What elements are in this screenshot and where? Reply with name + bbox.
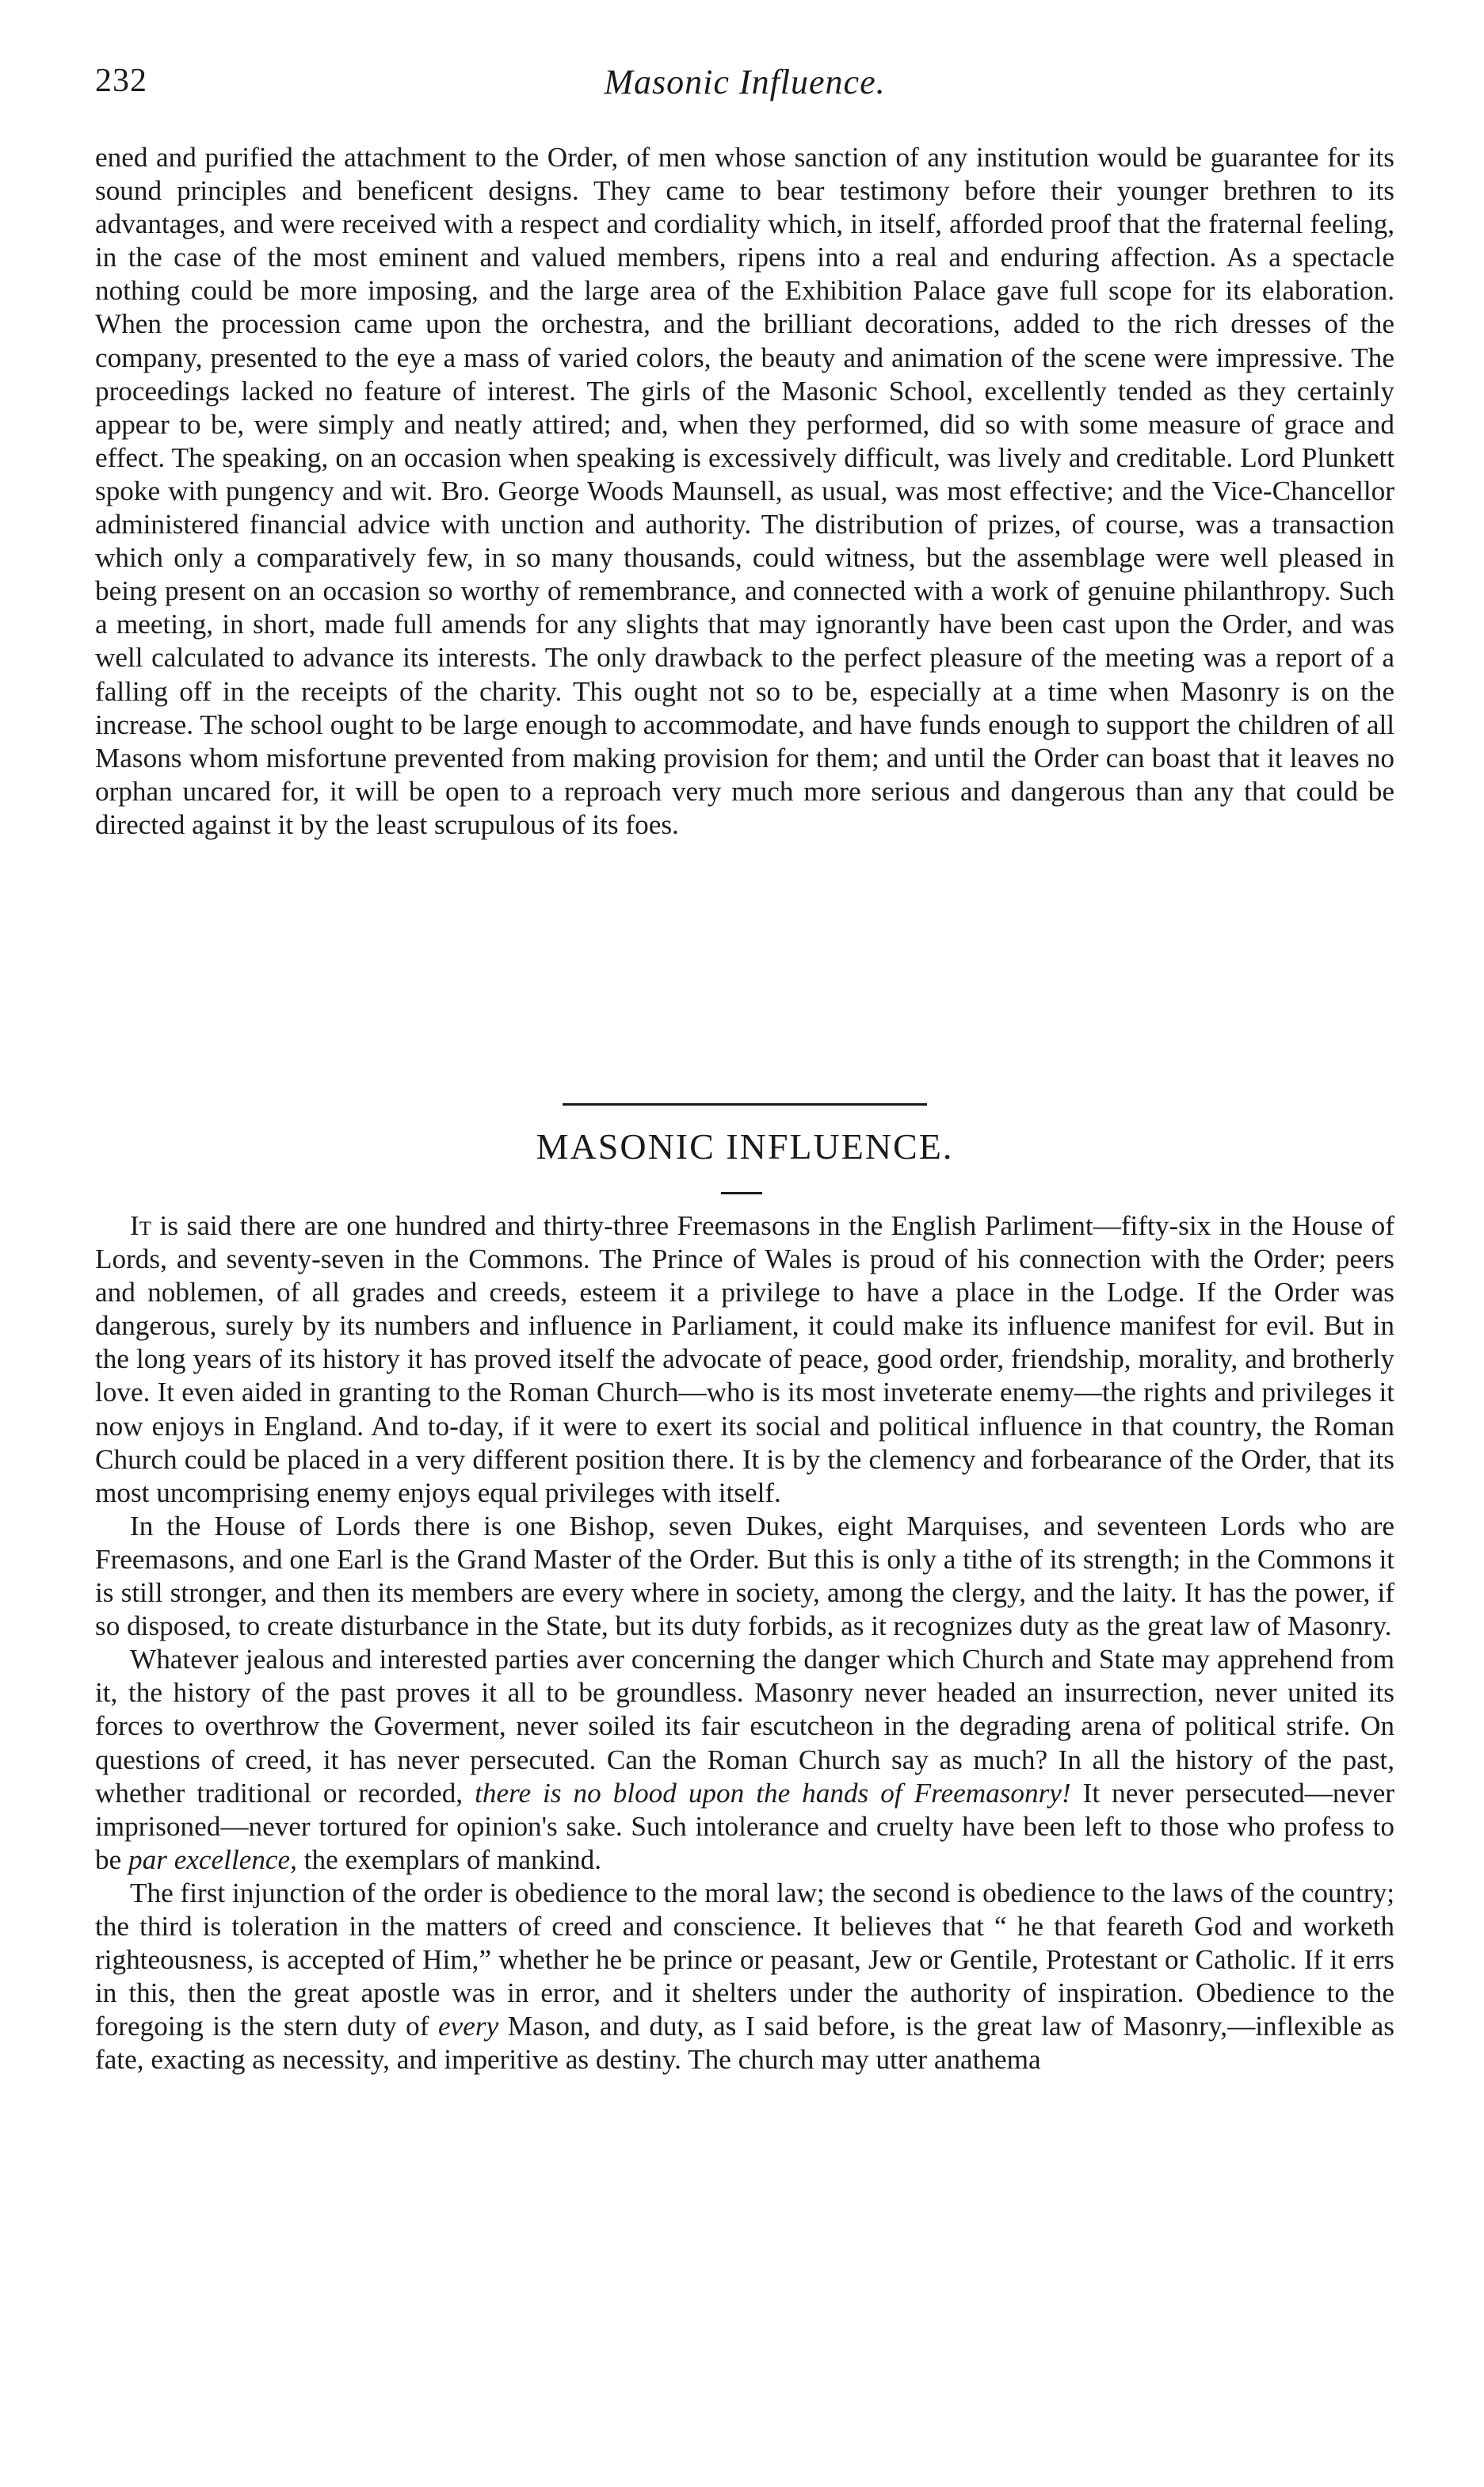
body-paragraph-2: In the House of Lords there is one Bishop, seven Dukes, eight Marquises, and seventeen Lords who are Freemasons, and one Earl is the Grand Master of the Order. But this is only a tithe of its strength; in the Commons it is still stronger, and then its members are every where in society, among the clergy, and the laity. It has the power, if so disposed, to create disturbance in the State, but its duty forbids, as it recognizes duty as the great law of Masonry. [95, 1510, 1394, 1642]
paragraph-text: Mason, and duty, as I said before, is the great law of Masonry,—inflexible as fate, exacting as necessity, and imperitive as destiny. The church may utter anathema [95, 2011, 1394, 2076]
intro-text-block [95, 141, 1394, 842]
page-header [95, 62, 1394, 125]
italic-emphasis: par excellence, [128, 1843, 297, 1875]
paragraph-text: It never persecuted—never imprisoned—never tortured for opinion's sake. Such intolerance and cruelty have been left to those who profess to be [95, 1777, 1394, 1875]
paragraph-text: Whatever jealous and interested parties aver concerning the danger which Church and State may apprehend from it, the history of the past proves it all to be groundless. Masonry never headed an insurrection, never united its forces to overthrow the Goverment, never soiled its fair escutcheon in the degrading arena of political strife. On questions of creed, it has never persecuted. Can the Roman Church say as much? In all the history of the past, whether traditional or recorded, [95, 1644, 1394, 1809]
page-number: 232 [95, 63, 147, 99]
body-paragraph-1 [95, 1209, 1394, 1510]
paragraph-text: the exemplars of mankind. [296, 1843, 601, 1875]
section-divider-rule [563, 1103, 927, 1106]
running-head: Masonic Influence. [604, 63, 886, 101]
paragraph-text: The first injunction of the order is obedience to the moral law; the second is obedience to the laws of the country; the third is toleration in the matters of creed and conscience. It believes that “ he that feareth God and worketh righteousness, is accepted of Him,” whether he be prince or peasant, Jew or Gentile, Protestant or Catholic. If it errs in this, then the great apostle was in error, and it shelters under the authority of inspiration. Obedience to the foregoing is the stern duty of [95, 1877, 1394, 2042]
section-title: MASONIC INFLUENCE. [536, 1126, 954, 1167]
italic-emphasis: there is no blood upon the hands of Freemasonry! [475, 1777, 1071, 1809]
paragraph-lead-word: It [130, 1210, 151, 1241]
section-body [95, 1209, 1394, 2076]
intro-paragraph: ened and purified the attachment to the Order, of men whose sanction of any institution would be guarantee for its sound principles and beneficent designs. They came to bear testimony before their younger brethren to its advantages, and were received with a respect and cordiality which, in itself, afforded proof that the fraternal feeling, in the case of the most eminent and valued members, ripens into a real and enduring affection. As a spectacle nothing could be more imposing, and the large area of the Exhibition Palace gave full scope for its elaboration. When the procession came upon the orchestra, and the brilliant decorations, added to the rich dresses of the company, presented to the eye a mass of varied colors, the beauty and animation of the scene were impressive. The proceedings lacked no feature of interest. The girls of the Masonic School, excellently tended as they certainly appear to be, were simply and neatly attired; and, when they performed, did so with some measure of grace and effect. The speaking, on an occasion when speaking is excessively difficult, was lively and creditable. Lord Plunkett spoke with pungency and wit. Bro. George Woods Maunsell, as usual, was most effective; and the Vice-Chancellor administered financial advice with unction and authority. The distribution of prizes, of course, was a transaction which only a comparatively few, in so many thousands, could witness, but the assemblage were well pleased in being present on an occasion so worthy of remembrance, and connected with a work of genuine philanthropy. Such a meeting, in short, made full amends for any slights that may ignorantly have been cast upon the Order, and was well calculated to advance its interests. The only drawback to the perfect pleasure of the meeting was a report of a falling off in the receipts of the charity. This ought not so to be, especially at a time when Masonry is on the increase. The school ought to be large enough to accommodate, and have funds enough to support the children of all Masons whom misfortune prevented from making provision for them; and until the Order can boast that it leaves no orphan uncared for, it will be open to a reproach very much more serious and dangerous than any that could be directed against it by the least scrupulous of its foes. [95, 142, 1394, 840]
body-paragraph-3 [95, 1643, 1394, 1877]
body-paragraph-4 [95, 1877, 1394, 2077]
title-underline-rule [721, 1192, 762, 1194]
paragraph-text: is said there are one hundred and thirty-three Freemasons in the English Parliment—fifty-six in the House of Lords, and seventy-seven in the Commons. The Prince of Wales is proud of his connection with the Order; peers and noblemen, of all grades and creeds, esteem it a privilege to have a place in the Lodge. If the Order was dangerous, surely by its numbers and influence in Parliament, it could make its influence manifest for evil. But in the long years of its history it has proved itself the advocate of peace, good order, friendship, morality, and brotherly love. It even aided in granting to the Roman Church—who is its most inveterate enemy—the rights and privileges it now enjoys in England. And to-day, if it were to exert its social and political influence in that country, the Roman Church could be placed in a very different position there. It is by the clemency and forbearance of the Order, that its most uncomprising enemy enjoys equal privileges with itself. [95, 1210, 1394, 1508]
italic-emphasis: every [438, 2011, 499, 2042]
